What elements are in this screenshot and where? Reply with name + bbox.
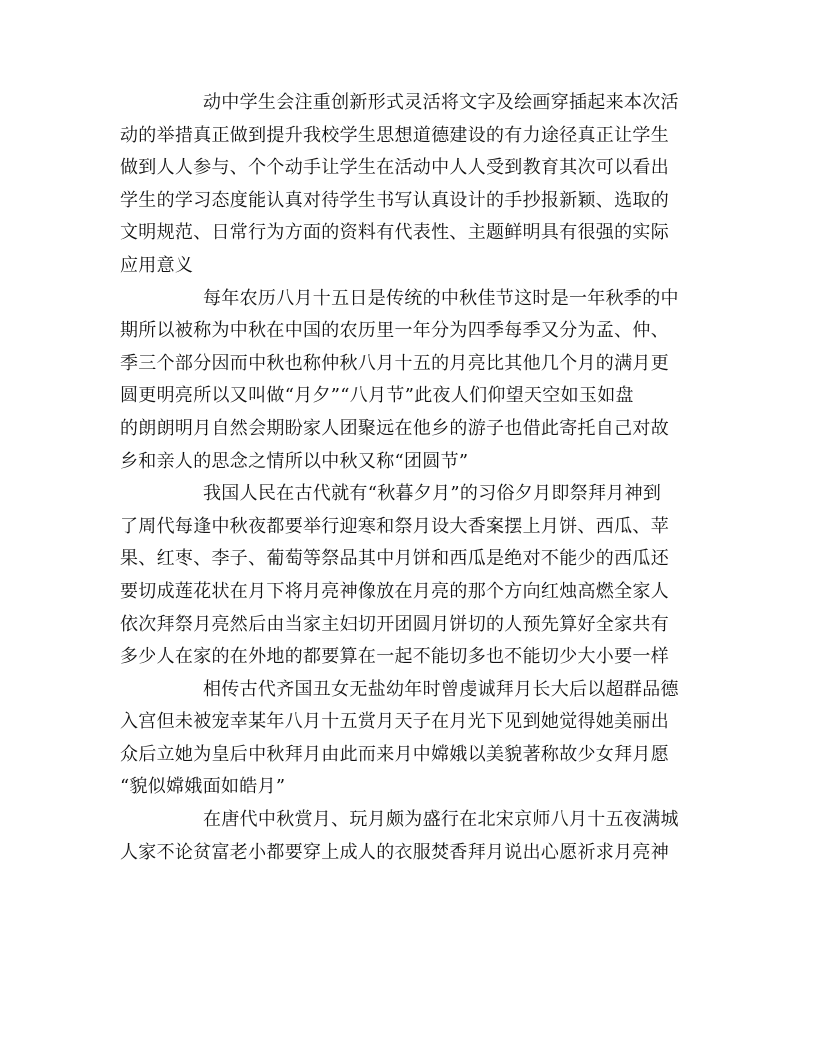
text-line: 期所以被称为中秋在中国的农历里一年分为四季每季又分为孟、仲、 [120, 320, 669, 342]
text-line: 季三个部分因而中秋也称仲秋八月十五的月亮比其他几个月的满月更 [120, 352, 669, 374]
text-line: 众后立她为皇后中秋拜月由此而来月中嫦娥以美貌著称故少女拜月愿 [120, 743, 669, 765]
text-line: 应用意义 [120, 254, 194, 276]
text-line: 依次拜祭月亮然后由当家主妇切开团圆月饼切的人预先算好全家共有 [120, 613, 669, 635]
paragraph-3 [120, 478, 698, 674]
text-line: 动的举措真正做到提升我校学生思想道德建设的有力途径真正让学生 [120, 124, 669, 146]
text-line: 学生的学习态度能认真对待学生书写认真设计的手抄报新颖、选取的 [120, 189, 669, 211]
text-line: 每年农历八月十五日是传统的中秋佳节这时是一年秋季的中 [203, 287, 679, 309]
text-line: 动中学生会注重创新形式灵活将文字及绘画穿插起来本次活 [203, 92, 679, 113]
text-line: 果、红枣、李子、葡萄等祭品其中月饼和西瓜是绝对不能少的西瓜还 [120, 548, 669, 570]
text-line: 入宫但未被宠幸某年八月十五赏月天子在月光下见到她觉得她美丽出 [120, 711, 669, 733]
paragraph-2 [120, 283, 698, 479]
text-line: 圆更明亮所以又叫做“月夕”“八月节”此夜人们仰望天空如玉如盘 [120, 385, 634, 407]
text-line: 在唐代中秋赏月、玩月颇为盛行在北宋京师八月十五夜满城 [203, 809, 679, 831]
text-line: 文明规范、日常行为方面的资料有代表性、主题鲜明具有很强的实际 [120, 222, 669, 244]
text-line: 乡和亲人的思念之情所以中秋又称“团圆节” [120, 450, 469, 472]
text-line: 做到人人参与、个个动手让学生在活动中人人受到教育其次可以看出 [120, 157, 669, 179]
text-line: 的朗朗明月自然会期盼家人团聚远在他乡的游子也借此寄托自己对故 [120, 417, 669, 439]
text-line: 我国人民在古代就有“秋暮夕月”的习俗夕月即祭拜月神到 [203, 483, 662, 505]
text-line: 人家不论贫富老小都要穿上成人的衣服焚香拜月说出心愿祈求月亮神 [120, 841, 669, 863]
text-line: 相传古代齐国丑女无盐幼年时曾虔诚拜月长大后以超群品德 [203, 678, 679, 700]
paragraph-5 [120, 804, 698, 869]
paragraph-4 [120, 674, 698, 804]
text-line: 了周代每逢中秋夜都要举行迎寒和祭月设大香案摆上月饼、西瓜、苹 [120, 515, 669, 537]
text-line: 要切成莲花状在月下将月亮神像放在月亮的那个方向红烛高燃全家人 [120, 580, 669, 602]
document-page [120, 87, 698, 869]
text-line: “貌似嫦娥面如皓月” [120, 776, 286, 798]
paragraph-1 [120, 87, 698, 283]
text-line: 多少人在家的在外地的都要算在一起不能切多也不能切少大小要一样 [120, 646, 669, 668]
